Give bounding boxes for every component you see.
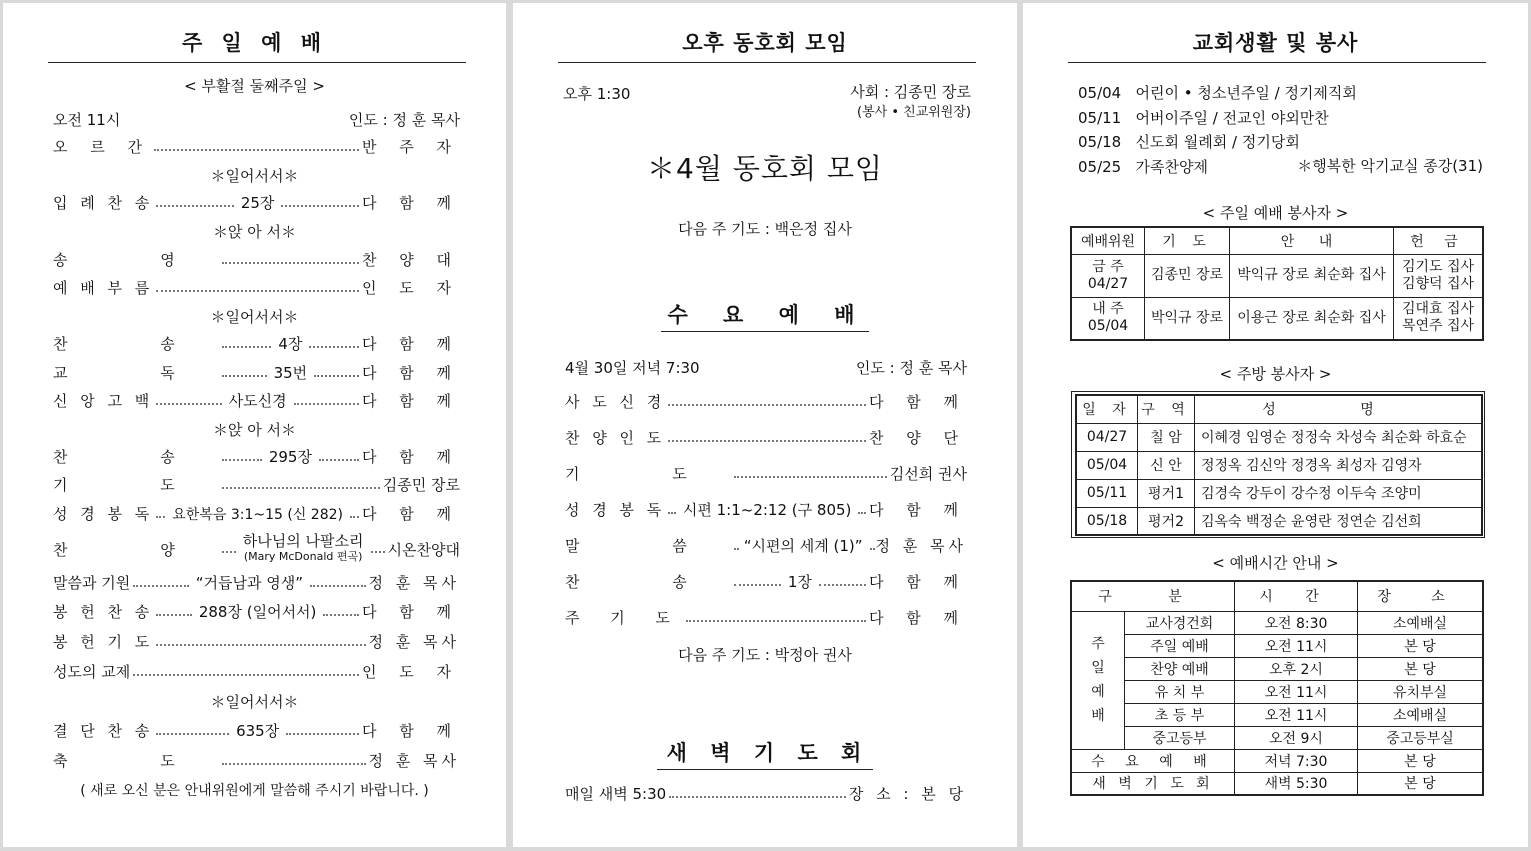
table-row: 찬양 예배 오후 2시 본 당 bbox=[1071, 657, 1483, 680]
order-item: 성도의 교제 인 도 자 bbox=[53, 663, 460, 681]
next-prayer: 다음 주 기도 : 백은정 집사 bbox=[678, 220, 852, 238]
table-row: 04/27 칠 암 이혜경 임영순 정정숙 차성숙 최순화 하효순 bbox=[1076, 423, 1482, 451]
stand-note: ＊일어서서＊ bbox=[210, 167, 299, 185]
schedule-item: 05/18 신도회 월례회 / 정기당회 bbox=[1078, 133, 1300, 151]
servers-title: < 주일 예배 봉사자 > bbox=[1202, 204, 1349, 222]
table-row: 수 요 예 배 저녁 7:30 본 당 bbox=[1071, 749, 1483, 772]
subtitle: < 부활절 둘째주일 > bbox=[184, 77, 325, 95]
order-item: 찬 송 4장 다 함 께 bbox=[53, 335, 460, 353]
wednesday-title: 수 요 예 배 bbox=[661, 303, 868, 332]
table-row: 05/11 평거1 김경숙 강두이 강수정 이두숙 조양미 bbox=[1076, 479, 1482, 507]
meeting-headline: ＊4월 동호회 모임 bbox=[647, 152, 883, 185]
order-item: 찬 양 하나님의 나팔소리 (Mary McDonald 편곡) 시온찬양대 bbox=[53, 532, 460, 563]
kitchen-title: < 주방 봉사자 > bbox=[1219, 365, 1332, 383]
order-item: 성 경 봉 독 요한복음 3:1~15 (신 282) 다 함 께 bbox=[53, 505, 461, 523]
order-item: 말씀과 기원 “거듭남과 영생” 정 훈 목사 bbox=[53, 574, 461, 592]
table-row: 초 등 부 오전 11시 소예배실 bbox=[1071, 703, 1483, 726]
wednesday-time: 4월 30일 저녁 7:30 bbox=[565, 359, 700, 377]
order-item: 기 도 김선희 권사 bbox=[565, 465, 967, 483]
order-item: 찬 송 295장 다 함 께 bbox=[53, 448, 461, 466]
kitchen-table: 일 자 구 역 성 명 04/27 칠 암 이혜경 임영순 정정숙 차성숙 최순화 하효순 05/04 신 안 정정옥 김신악 정경옥 최성자 김영자 05/11 평거1 김경숙 강두이 강수정 이두숙 조양미 05/18 평거2 김옥숙 백정순 윤영란 정연순 김선희 bbox=[1075, 394, 1483, 536]
panel-title: 교회생활 및 봉사 bbox=[1192, 31, 1359, 55]
sunday-service-panel bbox=[3, 3, 506, 847]
meeting-time: 오후 1:30 bbox=[563, 85, 631, 103]
table-row: 주일 예배 오전 11시 본 당 bbox=[1071, 634, 1483, 657]
table-row: 새 벽 기 도 회 새벽 5:30 본 당 bbox=[1071, 772, 1483, 795]
footer-note: ( 새로 오신 분은 안내위원에게 말씀해 주시기 바랍니다. ) bbox=[80, 783, 429, 799]
divider bbox=[48, 62, 466, 63]
order-item: 성 경 봉 독 시편 1:1~2:12 (구 805) 다 함 께 bbox=[565, 501, 968, 519]
sit-note: ＊앉 아 서＊ bbox=[212, 223, 296, 241]
order-item: 사 도 신 경 다 함 께 bbox=[565, 393, 967, 411]
stand-note: ＊일어서서＊ bbox=[210, 693, 299, 711]
meeting-host-role: (봉사 • 친교위원장) bbox=[857, 105, 971, 120]
afternoon-panel bbox=[513, 3, 1017, 847]
stand-note: ＊일어서서＊ bbox=[210, 308, 299, 326]
order-item: 축 도 정 훈 목사 bbox=[53, 752, 460, 770]
table-row: 금 주 04/27 김종민 장로 박익규 장로 최순화 집사 김기도 집사 김향덕 집사 bbox=[1071, 254, 1483, 297]
dawn-item: 매일 새벽 5:30 장 소 : 본 당 bbox=[565, 785, 967, 803]
table-row: 주 일 예 배 교사경건회 오전 8:30 소예배실 bbox=[1071, 611, 1483, 634]
order-item: 예 배 부 름 인 도 자 bbox=[53, 279, 460, 297]
dawn-title: 새 벽 기 도 회 bbox=[657, 741, 874, 770]
servers-table: 예배위원 기 도 안 내 헌 금 금 주 04/27 김종민 장로 박익규 장로 최순화 집사 김기도 집사 김향덕 집사 내 주 05/04 박익규 장로 이용근 장로 최순화 집사 김대효 집사 목연주 집사 bbox=[1070, 226, 1484, 341]
order-item: 봉 헌 찬 송 288장 (일어서서) 다 함 께 bbox=[53, 603, 460, 621]
schedule-item: 05/25 가족찬양제 bbox=[1078, 157, 1208, 176]
sit-note: ＊앉 아 서＊ bbox=[212, 421, 296, 439]
meeting-host: 사회 : 김종민 장로 bbox=[850, 83, 971, 101]
order-item: 말 씀 “시편의 세계 (1)” 정 훈 목사 bbox=[565, 537, 967, 555]
order-item: 주 기 도 다 함 께 bbox=[565, 609, 967, 627]
church-life-panel bbox=[1023, 3, 1528, 847]
next-prayer: 다음 주 기도 : 박정아 권사 bbox=[678, 646, 852, 664]
panel-title: 오후 동호회 모임 bbox=[682, 31, 848, 55]
service-time: 오전 11시 bbox=[53, 111, 121, 129]
service-leader: 인도 : 정 훈 목사 bbox=[348, 111, 460, 129]
divider bbox=[558, 62, 976, 63]
table-row: 05/18 평거2 김옥숙 백정순 윤영란 정연순 김선희 bbox=[1076, 507, 1482, 535]
schedule-item: 05/11 어버이주일 / 전교인 야외만찬 bbox=[1078, 108, 1329, 127]
order-item: 입 례 찬 송 25장 다 함 께 bbox=[53, 194, 461, 212]
order-item: 결 단 찬 송 635장 다 함 께 bbox=[53, 722, 460, 740]
wednesday-leader: 인도 : 정 훈 목사 bbox=[855, 359, 967, 377]
table-row: 유 치 부 오전 11시 유치부실 bbox=[1071, 680, 1483, 703]
divider bbox=[1068, 62, 1486, 63]
table-row: 중고등부 오전 9시 중고등부실 bbox=[1071, 726, 1483, 749]
order-item: 송 영 찬 양 대 bbox=[53, 251, 460, 269]
order-item: 기 도 김종민 장로 bbox=[53, 476, 460, 494]
order-item: 찬 송 1장 다 함 께 bbox=[565, 573, 967, 591]
times-table: 구 분 시 간 장 소 주 일 예 배 교사경건회 오전 8:30 소예배실 주일 예배 오전 11시 본 당 찬양 예배 오후 2시 본 당 유 치 부 오전 11시 유치부실 초 등 부 오전 11시 소예배실 중고등부 오전 9시 중고등부실 수 요 예 배 저녁 7:30 본 당 새 벽 기 도 회 새벽 5:30 본 당 bbox=[1070, 580, 1484, 796]
order-item: 찬 양 인 도 찬 양 단 bbox=[565, 429, 967, 447]
table-row: 05/04 신 안 정정옥 김신악 정경옥 최성자 김영자 bbox=[1076, 451, 1482, 479]
order-item: 교 독 35번 다 함 께 bbox=[53, 364, 460, 382]
schedule-extra: ＊행복한 악기교실 종강(31) bbox=[1297, 157, 1483, 175]
order-item: 봉 헌 기 도 정 훈 목사 bbox=[53, 633, 460, 651]
table-row: 내 주 05/04 박익규 장로 이용근 장로 최순화 집사 김대효 집사 목연주 집사 bbox=[1071, 297, 1483, 340]
order-item: 신 앙 고 백 사도신경 다 함 께 bbox=[53, 392, 460, 410]
panel-title: 주 일 예 배 bbox=[181, 31, 328, 55]
order-item: 오 르 간 반 주 자 bbox=[53, 138, 460, 156]
times-title: < 예배시간 안내 > bbox=[1212, 554, 1339, 572]
schedule-item: 05/04 어린이 • 청소년주일 / 정기제직회 bbox=[1078, 84, 1357, 102]
